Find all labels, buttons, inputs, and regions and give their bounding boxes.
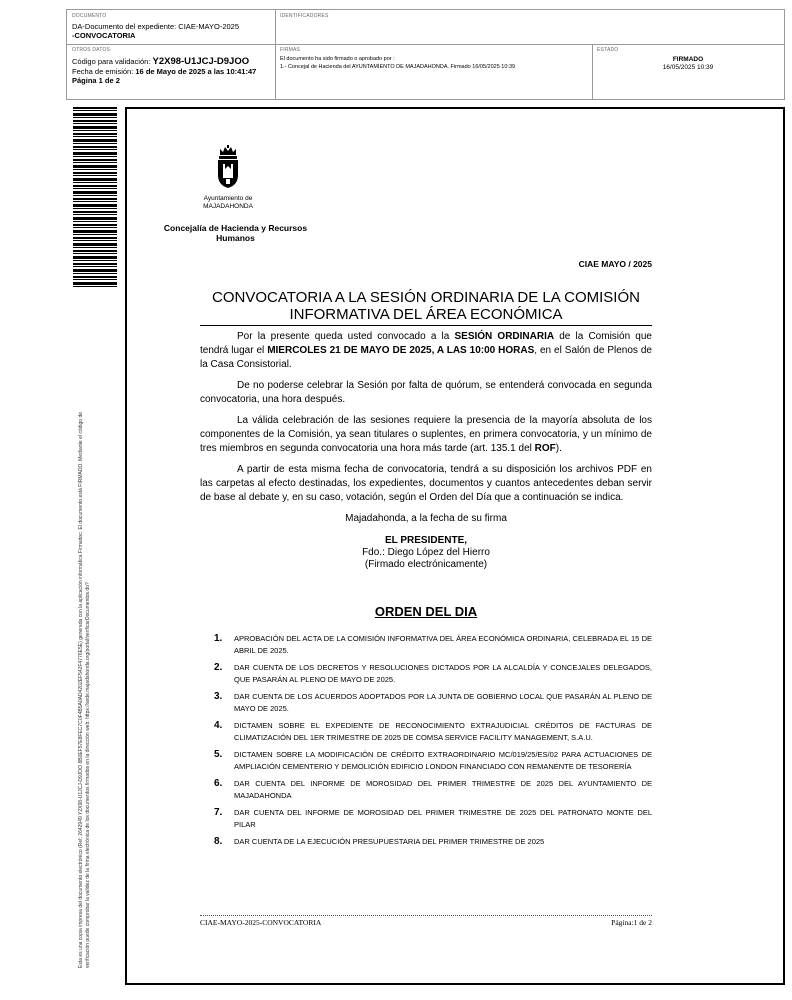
agenda-item-number: 1. (214, 633, 223, 644)
coat-of-arms-icon (215, 145, 241, 189)
documento-line: DA-Documento del expediente: CIAE-MAYO-2025 (72, 22, 240, 31)
footer-doc-id: CIAE-MAYO-2025-CONVOCATORIA (200, 918, 322, 927)
fecha-emision (72, 67, 270, 77)
agenda-item-text: DAR CUENTA DEL INFORME DE MOROSIDAD DEL PRIMER TRIMESTRE DE 2025 DEL PATRONATO MONTE DEL PILAR (234, 808, 652, 829)
concejalia-name (158, 223, 313, 243)
documento-value (72, 22, 270, 40)
documento-cell (67, 10, 275, 44)
paragraph: Por la presente queda usted convocado a la SESIÓN ORDINARIA de la Comisión que tendrá lugar el MIERCOLES 21 DE MAYO DE 2025, A LAS 10:00 HORAS, en el Salón de Plenos de la Casa Consistorial. (200, 331, 652, 370)
agenda-item-number: 5. (214, 749, 223, 760)
signature-place: Majadahonda, a la fecha de su firma (345, 513, 507, 524)
fecha-label: Fecha de emisión: (72, 66, 134, 76)
footer-divider (200, 915, 652, 916)
signature-title: EL PRESIDENTE, (384, 535, 468, 546)
otros-datos-label: OTROS DATOS (72, 47, 111, 53)
agenda-item-text: DAR CUENTA DE LOS DECRETOS Y RESOLUCIONES DICTADOS POR LA ALCALDÍA Y CONCEJALES DELEGADOS, QUE PASARÁN AL PLENO DE MAYO DE 2025. (234, 663, 652, 684)
fecha-value: 16 de Mayo de 2025 a las 10:41:47 (135, 66, 257, 76)
otros-datos-cell (67, 44, 275, 99)
codigo-validacion (72, 57, 270, 67)
agenda-item-number: 6. (214, 778, 223, 789)
paragraph: De no poderse celebrar la Sesión por falta de quórum, se entenderá convocada en segunda convocatoria, una hora después. (200, 380, 652, 405)
side-text-line: Esta es una copia impresa del documento electrónico (Ref: 2642949 Y2X98-U1JCJ-D9JOO 8B0EF57E8FEC7C0F4B5A0AD4202EF542F4776E5E) generada con la aplicación informática Firmadoc. El documento está FIRMADO. Mediante el código de (78, 411, 84, 968)
agenda-item (214, 836, 652, 848)
document-title: CONVOCATORIA A LA SESIÓN ORDINARIA DE LA COMISIÓN INFORMATIVA DEL ÁREA ECONÓMICA (200, 289, 652, 326)
signature-note: (Firmado electrónicamente) (364, 559, 488, 570)
pagina-count: Página 1 de 2 (72, 76, 120, 85)
agenda-item-number: 8. (214, 836, 223, 847)
estado-value: FIRMADO (672, 56, 704, 63)
firmas-line: 1.- Concejal de Hacienda del AYUNTAMIENTO DE MAJADAHONDA. Firmado 16/05/2025 10:39 (280, 64, 516, 70)
agenda-item-text: DICTAMEN SOBRE EL EXPEDIENTE DE RECONOCIMIENTO EXTRAJUDICIAL CRÉDITOS DE FACTURAS DE CLIMATIZACIÓN DEL 1ER TRIMESTRE DE 2025 DE COMSA SERVICE FACILITY MANAGEMENT, S.A.U. (234, 721, 652, 742)
firmas-label: FIRMAS (280, 47, 301, 53)
codigo-value[interactable]: Y2X98-U1JCJ-D9JOO (152, 56, 250, 67)
agenda-item (214, 778, 652, 802)
side-text-line: verificación puede comprobar la validez de la firma electrónica de los documentos firmados en la dirección web: https://sede.majadahonda.org/portal/verificarDocumentos.do? (84, 582, 91, 968)
agenda-item (214, 807, 652, 831)
agenda-item (214, 691, 652, 715)
barcode-image (73, 107, 117, 289)
agenda-item-text: DAR CUENTA DEL INFORME DE MOROSIDAD DEL PRIMER TRIMESTRE DE 2025 DEL AYUNTAMIENTO DE MAJADAHONDA (234, 779, 652, 800)
ayuntamiento-logo (202, 145, 254, 217)
agenda-item (214, 720, 652, 744)
agenda-item (214, 749, 652, 773)
orden-del-dia-title: ORDEN DEL DIA (374, 604, 478, 619)
agenda-item-text: DAR CUENTA DE LA EJECUCIÓN PRESUPUESTARIA DEL PRIMER TRIMESTRE DE 2025 (234, 837, 545, 846)
agenda-item-number: 3. (214, 691, 223, 702)
signature-name: Fdo.: Diego López del Hierro (362, 547, 490, 558)
estado-date: 16/05/2025 10:39 (662, 64, 714, 71)
agenda-item-text: DICTAMEN SOBRE LA MODIFICACIÓN DE CRÉDITO EXTRAORDINARIO MC/019/25/ES/02 PARA ACTUACIONES DE AMPLIACIÓN CEMENTERIO Y DEMOLICIÓN EDIFICIO LONDON FINANCIADO CON REMANENTE DE TESORERÍA (234, 750, 652, 771)
document-body (200, 330, 652, 571)
estado-cell (592, 44, 784, 99)
codigo-label: Código para validación: (72, 57, 151, 66)
identificadores-cell (275, 10, 784, 44)
firmas-cell (275, 44, 592, 99)
logo-text-line: Ayuntamiento de (203, 195, 253, 202)
document-reference: CIAE MAYO / 2025 (578, 259, 652, 269)
signature-block (200, 513, 652, 571)
agenda-item (214, 662, 652, 686)
documento-line: -CONVOCATORIA (72, 31, 136, 40)
agenda-item-text: DAR CUENTA DE LOS ACUERDOS ADOPTADOS POR LA JUNTA DE GOBIERNO LOCAL QUE PASARÁN AL PLENO DE MAYO DE 2025. (234, 692, 652, 713)
concejalia-line: Concejalía de Hacienda y Recursos (163, 223, 308, 233)
logo-text-line: MAJADAHONDA (203, 202, 253, 210)
orden-del-dia-list (214, 633, 652, 853)
document-header-box (66, 9, 785, 100)
paragraph: La válida celebración de las sesiones requiere la presencia de la mayoría absoluta de los componentes de la Comisión, ya sean titulares o suplentes, en primera convocatoria, y un mínimo de tres miembros en segunda convocatoria una hora más tarde (art. 135.1 del ROF). (200, 415, 652, 454)
footer-page-number: Página:1 de 2 (611, 918, 652, 927)
agenda-item-number: 7. (214, 807, 223, 818)
agenda-item-text: APROBACIÓN DEL ACTA DE LA COMISIÓN INFORMATIVA DEL ÁREA ECONÓMICA ORDINARIA, CELEBRADA EL 15 DE ABRIL DE 2025. (234, 634, 652, 655)
concejalia-line: Humanos (216, 233, 255, 243)
documento-label: DOCUMENTO (72, 13, 107, 19)
agenda-item-number: 2. (214, 662, 223, 673)
firmas-line: El documento ha sido firmado o aprobado por : (280, 56, 395, 62)
paragraph: A partir de esta misma fecha de convocatoria, tendrá a su disposición los archivos PDF en las carpetas al efecto destinadas, los expedientes, documentos y cuantos antecedentes deban servir de base al debate y, en su caso, votación, según el Orden del Día que a continuación se indica. (200, 464, 652, 503)
estado-label: ESTADO (597, 47, 619, 53)
identificadores-label: IDENTIFICADORES (280, 13, 329, 19)
agenda-item (214, 633, 652, 657)
agenda-item-number: 4. (214, 720, 223, 731)
verification-side-text (78, 308, 91, 968)
